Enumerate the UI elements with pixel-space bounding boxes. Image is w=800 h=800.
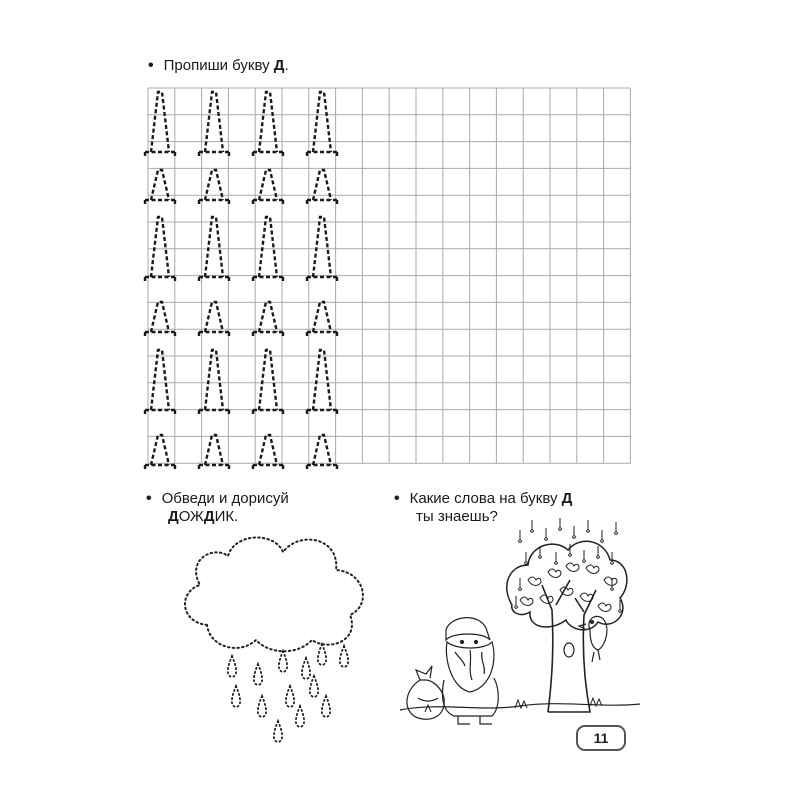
dashed-letter-d — [145, 217, 175, 283]
dashed-letter-d — [145, 92, 175, 158]
dashed-letter-d — [307, 435, 337, 471]
task3-line2: ты знаешь? — [416, 508, 498, 525]
dashed-letter-d — [199, 170, 229, 206]
word-part-3: Д — [203, 508, 215, 525]
task1-end: . — [284, 57, 289, 74]
dashed-letter-d — [253, 92, 283, 158]
dashed-letter-d — [307, 217, 337, 283]
task1-text: Пропиши букву — [163, 57, 274, 74]
task1-letter: Д — [273, 57, 285, 74]
dashed-letter-d — [145, 435, 175, 471]
bullet-icon: • — [146, 490, 152, 507]
task2-word — [146, 508, 289, 526]
task3-line1: Какие слова на букву — [409, 490, 562, 507]
task2-heading — [146, 490, 289, 526]
dashed-letter-d — [307, 302, 337, 338]
word-part-2: ОЖ — [178, 508, 204, 525]
dashed-letter-d — [253, 435, 283, 471]
word-part-4: ИК. — [214, 508, 239, 525]
page-number: 11 — [576, 725, 626, 751]
word-part-1: Д — [168, 508, 179, 525]
grid-lines — [148, 88, 630, 463]
dashed-letter-d — [253, 302, 283, 338]
dashed-letter-d — [307, 170, 337, 206]
task3-letter: Д — [561, 490, 573, 507]
dashed-letter-d — [199, 92, 229, 158]
dashed-letter-d — [145, 302, 175, 338]
bullet-icon: • — [148, 57, 154, 74]
dashed-letter-d — [199, 217, 229, 283]
tracing-letters — [145, 92, 337, 471]
dashed-letter-d — [253, 217, 283, 283]
bullet-icon: • — [394, 490, 400, 507]
dashed-letter-d — [199, 435, 229, 471]
dashed-letter-d — [307, 92, 337, 158]
task2-line1: Обведи и дорисуй — [161, 490, 289, 507]
dashed-letter-d — [145, 170, 175, 206]
task3-heading — [394, 490, 572, 526]
dashed-letter-d — [253, 170, 283, 206]
dashed-letter-d — [199, 302, 229, 338]
